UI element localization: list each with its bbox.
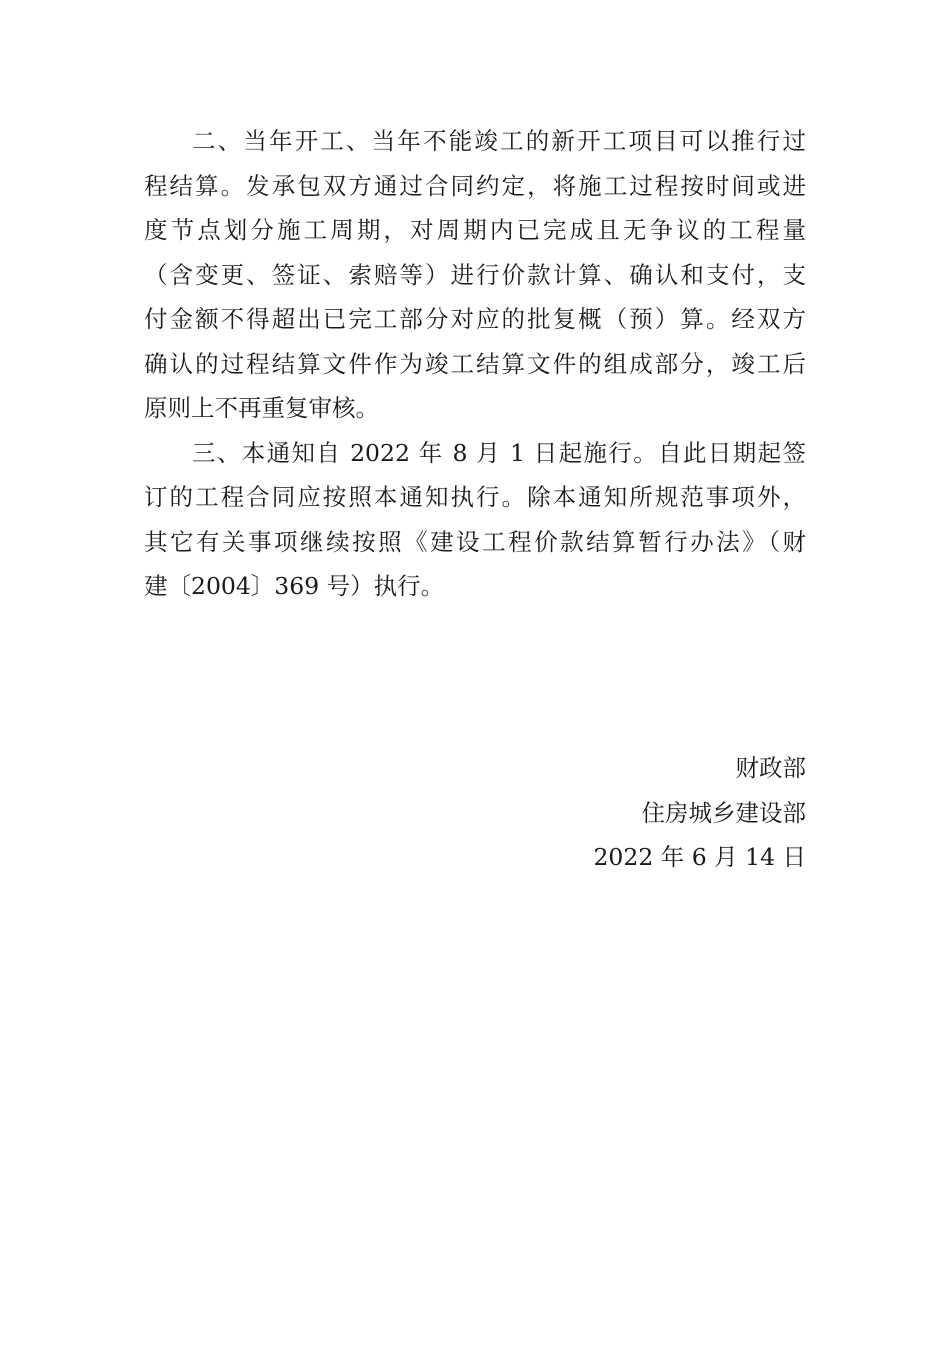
paragraph-line: 订的工程合同应按照本通知执行。除本通知所规范事项外，	[144, 483, 806, 511]
paragraph-line: 确认的过程结算文件作为竣工结算文件的组成部分，竣工后	[144, 350, 806, 378]
issuer-ministry-of-finance: 财政部	[735, 754, 806, 782]
paragraph-line: 其它有关事项继续按照《建设工程价款结算暂行办法》（财	[144, 528, 806, 556]
issue-date: 2022 年 6 月 14 日	[593, 843, 806, 871]
issuer-ministry-of-housing: 住房城乡建设部	[641, 799, 806, 827]
paragraph-line: 原则上不再重复审核。	[144, 394, 379, 422]
paragraph-line: 建〔2004〕369 号）执行。	[144, 572, 445, 600]
paragraph-line: 三、本通知自 2022 年 8 月 1 日起施行。自此日期起签	[192, 439, 806, 467]
paragraph-line: 程结算。发承包双方通过合同约定，将施工过程按时间或进	[144, 172, 806, 200]
paragraph-line: 二、当年开工、当年不能竣工的新开工项目可以推行过	[192, 127, 806, 155]
paragraph-line: 度节点划分施工周期，对周期内已完成且无争议的工程量	[144, 216, 806, 244]
paragraph-line: 付金额不得超出已完工部分对应的批复概（预）算。经双方	[144, 305, 806, 333]
paragraph-line: （含变更、签证、索赔等）进行价款计算、确认和支付，支	[144, 261, 806, 289]
